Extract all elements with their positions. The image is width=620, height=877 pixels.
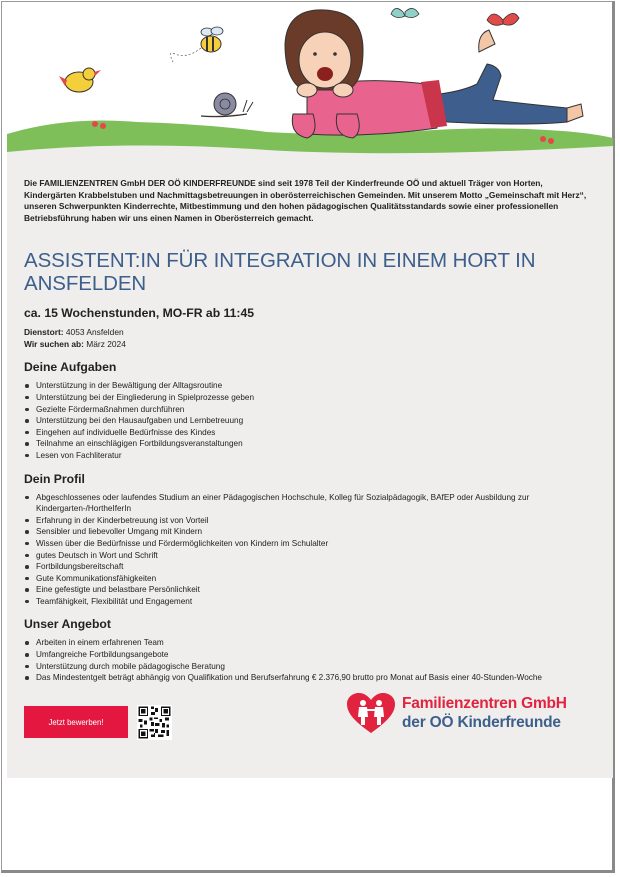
content	[24, 178, 594, 684]
location-label: Dienstort:	[24, 327, 64, 338]
list-item: Arbeiten in einem erfahrenen Team	[36, 637, 594, 649]
job-meta	[24, 326, 594, 350]
girl-illustration	[285, 10, 583, 138]
working-hours: ca. 15 Wochenstunden, MO-FR ab 11:45	[24, 306, 255, 321]
qr-code-icon[interactable]	[137, 705, 172, 740]
list-item: Wissen über die Bedürfnisse und Fördermöglichkeiten von Kindern im Schulalter	[36, 538, 594, 550]
start-label: Wir suchen ab:	[24, 339, 84, 350]
list-item: Teamfähigkeit, Flexibilität und Engagement	[36, 596, 594, 608]
location-value: 4053 Ansfelden	[65, 327, 124, 338]
job-title: ASSISTENT:IN FÜR INTEGRATION IN EINEM HORT IN ANSFELDEN	[24, 249, 536, 296]
apply-button[interactable]: Jetzt bewerben!	[24, 706, 128, 738]
list-item: Eingehen auf individuelle Bedürfnisse des Kindes	[36, 427, 594, 439]
list-item: Unterstützung bei den Hausaufgaben und Lernbetreuung	[36, 415, 594, 427]
list-item: Gezielte Fördermaßnahmen durchführen	[36, 404, 594, 416]
bird-illustration	[59, 68, 101, 92]
list-item: Erfahrung in der Kinderbetreuung ist von Vorteil	[36, 515, 594, 527]
list-item: Unterstützung bei der Eingliederung in Spielprozesse geben	[36, 392, 594, 404]
list-item: Teilnahme an einschlägigen Fortbildungsveranstaltungen	[36, 438, 594, 450]
list-item: Fortbildungsbereitschaft	[36, 561, 594, 573]
start-value: März 2024	[86, 339, 126, 350]
logo-line-1: Familienzentren GmbH	[402, 695, 567, 712]
heart-children-icon	[346, 693, 396, 735]
bee-illustration	[170, 27, 223, 62]
list-item: Umfangreiche Fortbildungsangebote	[36, 649, 594, 661]
profile-list	[24, 492, 594, 608]
logo-line-2: der OÖ Kinderfreunde	[402, 714, 561, 731]
organization-logo	[346, 693, 586, 735]
list-item: Gute Kommunikationsfähigkeiten	[36, 573, 594, 585]
intro-text: Die FAMILIENZENTREN GmbH DER OÖ KINDERFREUNDE sind seit 1978 Teil der Kinderfreunde OÖ und aktuell Träger von Horten, Kindergärten Krabbelstuben und Nachmittagsbetreuungen in oberösterreichischen Gemeinden. Mit unserem Motto „Gemeinschaft mit Herz“, unseren Schwerpunkten Kinderrechte, Mitbestimmung und den hohen pädagogischen Qualitätsstandards sowie einer professionellen Betriebsführung haben wir uns einen Namen in Oberösterreich gemacht.	[24, 178, 587, 223]
offer-list	[24, 637, 594, 683]
tasks-heading: Deine Aufgaben	[24, 360, 117, 375]
profile-heading: Dein Profil	[24, 471, 85, 486]
list-item: Sensibler und liebevoller Umgang mit Kindern	[36, 526, 594, 538]
list-item: Eine gefestigte und belastbare Persönlichkeit	[36, 584, 594, 596]
hero-illustration	[7, 4, 613, 174]
start-line	[24, 338, 594, 350]
list-item: gutes Deutsch in Wort und Schrift	[36, 550, 594, 562]
snail-illustration	[201, 93, 253, 117]
list-item: Unterstützung durch mobile pädagogische Beratung	[36, 661, 594, 673]
location-line	[24, 326, 594, 338]
list-item: Lesen von Fachliteratur	[36, 450, 594, 462]
offer-heading: Unser Angebot	[24, 617, 111, 632]
list-item: Unterstützung in der Bewältigung der Alltagsroutine	[36, 380, 594, 392]
butterfly-illustration	[391, 8, 519, 25]
list-item: Das Mindestentgelt beträgt abhängig von Qualifikation und Berufserfahrung € 2.376,90 brutto pro Monat auf Basis einer 40-Stunden-Woche	[36, 672, 594, 684]
list-item: Abgeschlossenes oder laufendes Studium an einer Pädagogischen Hochschule, Kolleg für Sozialpädagogik, BAfEP oder Ausbildung zur Kindergarten-/HortheIferIn	[36, 492, 594, 515]
tasks-list	[24, 380, 594, 461]
